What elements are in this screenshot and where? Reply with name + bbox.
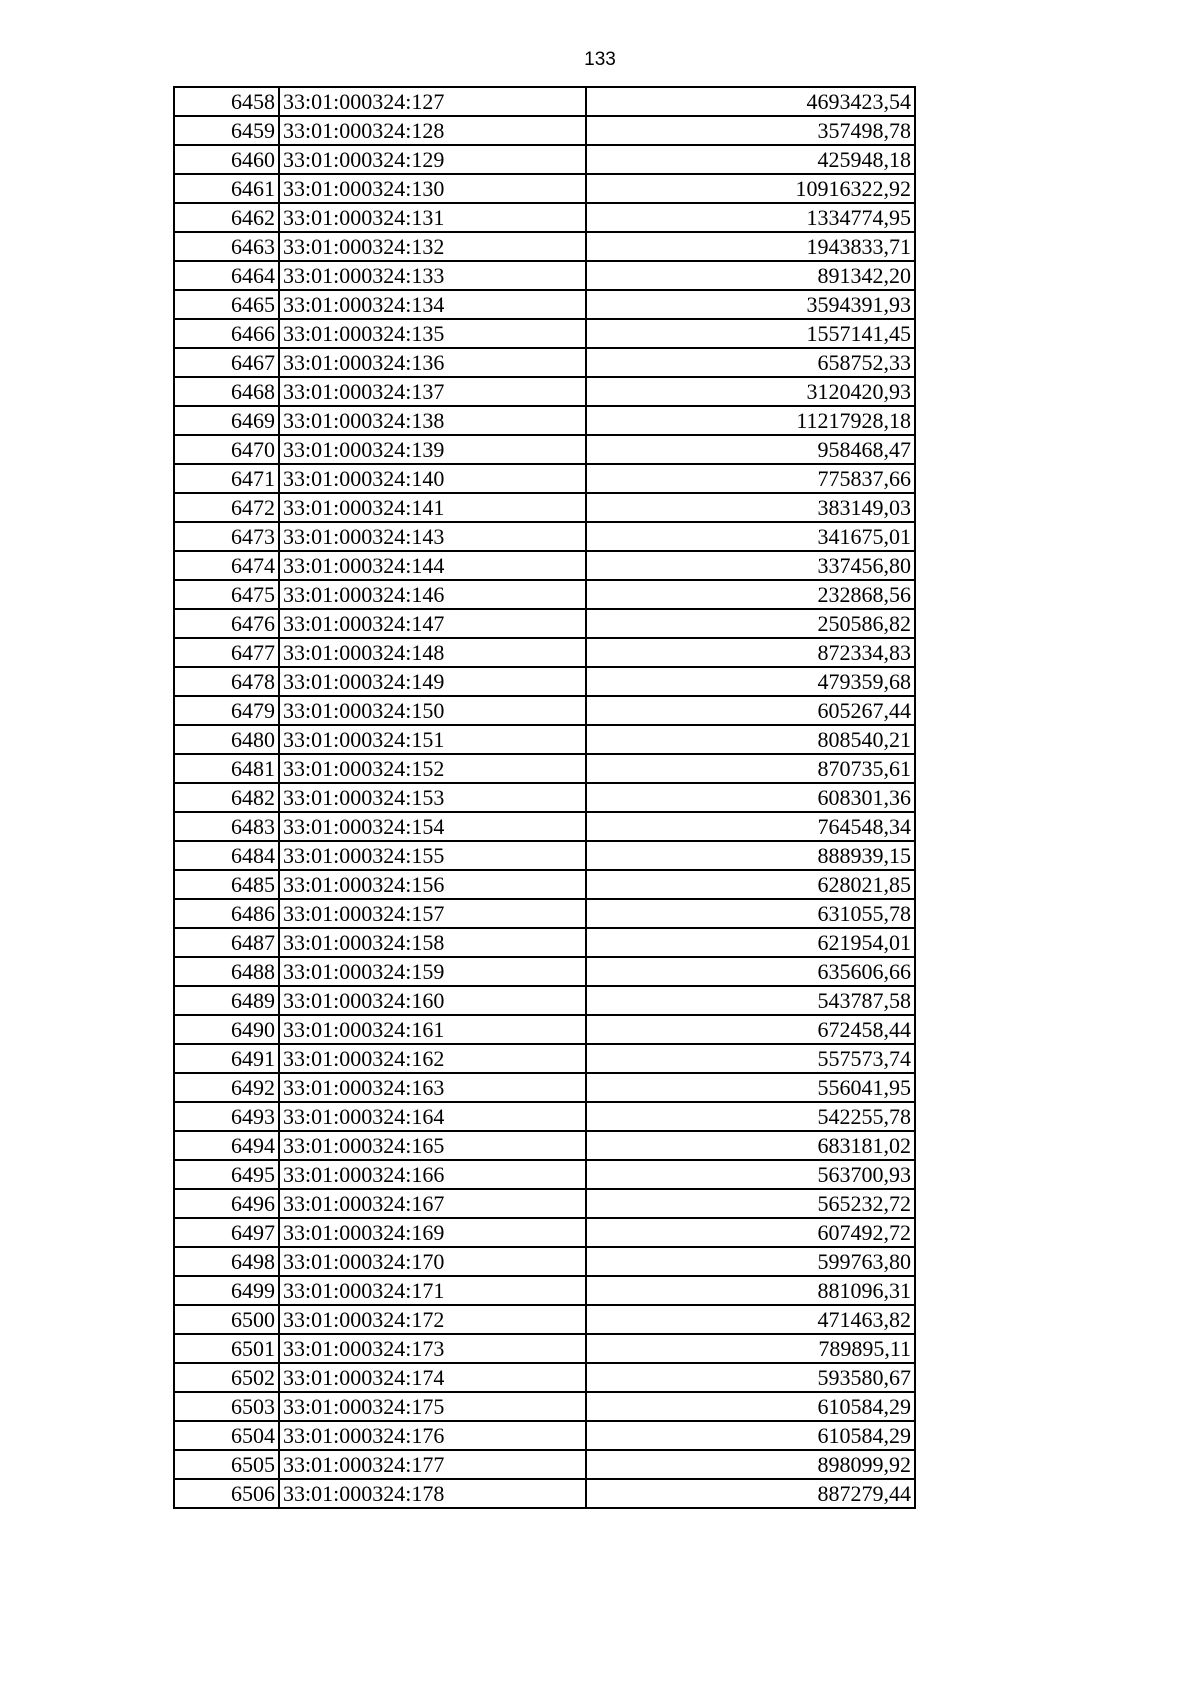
- table-row: [174, 725, 915, 754]
- row-number-cell: 6479: [174, 696, 279, 725]
- cadastral-value-cell: 635606,66: [586, 957, 915, 986]
- cadastral-number-cell: 33:01:000324:164: [279, 1102, 586, 1131]
- cadastral-value-cell: 898099,92: [586, 1450, 915, 1479]
- table-row: [174, 1334, 915, 1363]
- table-row: [174, 1421, 915, 1450]
- cadastral-number-cell: 33:01:000324:135: [279, 319, 586, 348]
- cadastral-value-cell: 341675,01: [586, 522, 915, 551]
- table-row: [174, 1392, 915, 1421]
- cadastral-value-cell: 872334,83: [586, 638, 915, 667]
- cadastral-number-cell: 33:01:000324:157: [279, 899, 586, 928]
- table-row: [174, 406, 915, 435]
- cadastral-value-cell: 10916322,92: [586, 174, 915, 203]
- row-number-cell: 6467: [174, 348, 279, 377]
- cadastral-number-cell: 33:01:000324:163: [279, 1073, 586, 1102]
- row-number-cell: 6464: [174, 261, 279, 290]
- cadastral-number-cell: 33:01:000324:132: [279, 232, 586, 261]
- row-number-cell: 6471: [174, 464, 279, 493]
- cadastral-number-cell: 33:01:000324:162: [279, 1044, 586, 1073]
- row-number-cell: 6481: [174, 754, 279, 783]
- cadastral-number-cell: 33:01:000324:166: [279, 1160, 586, 1189]
- cadastral-number-cell: 33:01:000324:155: [279, 841, 586, 870]
- cadastral-number-cell: 33:01:000324:174: [279, 1363, 586, 1392]
- table-row: [174, 290, 915, 319]
- cadastral-value-cell: 563700,93: [586, 1160, 915, 1189]
- cadastral-number-cell: 33:01:000324:176: [279, 1421, 586, 1450]
- cadastral-number-cell: 33:01:000324:160: [279, 986, 586, 1015]
- cadastral-value-table: [173, 86, 916, 1509]
- cadastral-number-cell: 33:01:000324:170: [279, 1247, 586, 1276]
- cadastral-number-cell: 33:01:000324:134: [279, 290, 586, 319]
- cadastral-value-cell: 425948,18: [586, 145, 915, 174]
- cadastral-number-cell: 33:01:000324:173: [279, 1334, 586, 1363]
- cadastral-value-cell: 3594391,93: [586, 290, 915, 319]
- cadastral-number-cell: 33:01:000324:177: [279, 1450, 586, 1479]
- cadastral-value-cell: 3120420,93: [586, 377, 915, 406]
- table-row: [174, 522, 915, 551]
- cadastral-number-cell: 33:01:000324:127: [279, 87, 586, 116]
- cadastral-number-cell: 33:01:000324:128: [279, 116, 586, 145]
- row-number-cell: 6495: [174, 1160, 279, 1189]
- cadastral-number-cell: 33:01:000324:151: [279, 725, 586, 754]
- table-row: [174, 986, 915, 1015]
- row-number-cell: 6496: [174, 1189, 279, 1218]
- table-row: [174, 1073, 915, 1102]
- cadastral-value-cell: 543787,58: [586, 986, 915, 1015]
- cadastral-number-cell: 33:01:000324:140: [279, 464, 586, 493]
- cadastral-number-cell: 33:01:000324:131: [279, 203, 586, 232]
- cadastral-number-cell: 33:01:000324:130: [279, 174, 586, 203]
- cadastral-number-cell: 33:01:000324:175: [279, 1392, 586, 1421]
- cadastral-number-cell: 33:01:000324:171: [279, 1276, 586, 1305]
- cadastral-number-cell: 33:01:000324:158: [279, 928, 586, 957]
- table-row: [174, 1102, 915, 1131]
- table-row: [174, 1305, 915, 1334]
- table-row: [174, 116, 915, 145]
- cadastral-value-cell: 958468,47: [586, 435, 915, 464]
- row-number-cell: 6459: [174, 116, 279, 145]
- cadastral-number-cell: 33:01:000324:136: [279, 348, 586, 377]
- row-number-cell: 6478: [174, 667, 279, 696]
- cadastral-number-cell: 33:01:000324:138: [279, 406, 586, 435]
- row-number-cell: 6468: [174, 377, 279, 406]
- cadastral-number-cell: 33:01:000324:178: [279, 1479, 586, 1508]
- table-row: [174, 551, 915, 580]
- cadastral-value-cell: 1334774,95: [586, 203, 915, 232]
- cadastral-number-cell: 33:01:000324:153: [279, 783, 586, 812]
- cadastral-value-cell: 764548,34: [586, 812, 915, 841]
- cadastral-value-cell: 542255,78: [586, 1102, 915, 1131]
- table-row: [174, 435, 915, 464]
- cadastral-value-cell: 479359,68: [586, 667, 915, 696]
- row-number-cell: 6476: [174, 609, 279, 638]
- cadastral-number-cell: 33:01:000324:161: [279, 1015, 586, 1044]
- row-number-cell: 6492: [174, 1073, 279, 1102]
- row-number-cell: 6466: [174, 319, 279, 348]
- cadastral-number-cell: 33:01:000324:146: [279, 580, 586, 609]
- cadastral-number-cell: 33:01:000324:154: [279, 812, 586, 841]
- cadastral-value-cell: 565232,72: [586, 1189, 915, 1218]
- cadastral-value-cell: 608301,36: [586, 783, 915, 812]
- cadastral-value-cell: 881096,31: [586, 1276, 915, 1305]
- row-number-cell: 6499: [174, 1276, 279, 1305]
- table-row: [174, 261, 915, 290]
- row-number-cell: 6460: [174, 145, 279, 174]
- table-row: [174, 667, 915, 696]
- cadastral-number-cell: 33:01:000324:149: [279, 667, 586, 696]
- table-row: [174, 319, 915, 348]
- cadastral-value-cell: 232868,56: [586, 580, 915, 609]
- cadastral-value-cell: 789895,11: [586, 1334, 915, 1363]
- table-row: [174, 1160, 915, 1189]
- row-number-cell: 6462: [174, 203, 279, 232]
- row-number-cell: 6501: [174, 1334, 279, 1363]
- table-row: [174, 609, 915, 638]
- row-number-cell: 6506: [174, 1479, 279, 1508]
- table-row: [174, 812, 915, 841]
- cadastral-number-cell: 33:01:000324:143: [279, 522, 586, 551]
- cadastral-number-cell: 33:01:000324:129: [279, 145, 586, 174]
- cadastral-value-cell: 599763,80: [586, 1247, 915, 1276]
- table-row: [174, 870, 915, 899]
- table-row: [174, 1247, 915, 1276]
- table-row: [174, 1044, 915, 1073]
- table-row: [174, 1276, 915, 1305]
- table-row: [174, 638, 915, 667]
- row-number-cell: 6482: [174, 783, 279, 812]
- cadastral-value-cell: 556041,95: [586, 1073, 915, 1102]
- row-number-cell: 6474: [174, 551, 279, 580]
- cadastral-value-cell: 621954,01: [586, 928, 915, 957]
- cadastral-value-cell: 605267,44: [586, 696, 915, 725]
- cadastral-number-cell: 33:01:000324:139: [279, 435, 586, 464]
- row-number-cell: 6480: [174, 725, 279, 754]
- cadastral-number-cell: 33:01:000324:159: [279, 957, 586, 986]
- cadastral-number-cell: 33:01:000324:137: [279, 377, 586, 406]
- row-number-cell: 6461: [174, 174, 279, 203]
- row-number-cell: 6487: [174, 928, 279, 957]
- row-number-cell: 6486: [174, 899, 279, 928]
- row-number-cell: 6463: [174, 232, 279, 261]
- table-row: [174, 1479, 915, 1508]
- table-row: [174, 348, 915, 377]
- row-number-cell: 6483: [174, 812, 279, 841]
- cadastral-number-cell: 33:01:000324:165: [279, 1131, 586, 1160]
- row-number-cell: 6493: [174, 1102, 279, 1131]
- table-row: [174, 1450, 915, 1479]
- cadastral-value-cell: 593580,67: [586, 1363, 915, 1392]
- cadastral-value-cell: 1943833,71: [586, 232, 915, 261]
- table-row: [174, 899, 915, 928]
- table-body: [174, 87, 915, 1508]
- table-row: [174, 957, 915, 986]
- table-row: [174, 232, 915, 261]
- row-number-cell: 6488: [174, 957, 279, 986]
- cadastral-number-cell: 33:01:000324:150: [279, 696, 586, 725]
- cadastral-value-cell: 870735,61: [586, 754, 915, 783]
- cadastral-value-cell: 683181,02: [586, 1131, 915, 1160]
- row-number-cell: 6497: [174, 1218, 279, 1247]
- row-number-cell: 6498: [174, 1247, 279, 1276]
- cadastral-value-cell: 607492,72: [586, 1218, 915, 1247]
- row-number-cell: 6458: [174, 87, 279, 116]
- cadastral-value-cell: 357498,78: [586, 116, 915, 145]
- cadastral-value-cell: 888939,15: [586, 841, 915, 870]
- table-row: [174, 841, 915, 870]
- cadastral-value-cell: 631055,78: [586, 899, 915, 928]
- row-number-cell: 6477: [174, 638, 279, 667]
- row-number-cell: 6484: [174, 841, 279, 870]
- cadastral-value-cell: 808540,21: [586, 725, 915, 754]
- cadastral-value-cell: 471463,82: [586, 1305, 915, 1334]
- table-row: [174, 783, 915, 812]
- cadastral-value-cell: 887279,44: [586, 1479, 915, 1508]
- table-row: [174, 696, 915, 725]
- row-number-cell: 6473: [174, 522, 279, 551]
- row-number-cell: 6504: [174, 1421, 279, 1450]
- row-number-cell: 6475: [174, 580, 279, 609]
- row-number-cell: 6500: [174, 1305, 279, 1334]
- cadastral-value-cell: 383149,03: [586, 493, 915, 522]
- cadastral-value-cell: 250586,82: [586, 609, 915, 638]
- row-number-cell: 6502: [174, 1363, 279, 1392]
- row-number-cell: 6470: [174, 435, 279, 464]
- row-number-cell: 6490: [174, 1015, 279, 1044]
- cadastral-value-cell: 775837,66: [586, 464, 915, 493]
- cadastral-number-cell: 33:01:000324:167: [279, 1189, 586, 1218]
- table-row: [174, 377, 915, 406]
- cadastral-value-cell: 557573,74: [586, 1044, 915, 1073]
- page-number: 133: [584, 49, 616, 70]
- cadastral-value-cell: 11217928,18: [586, 406, 915, 435]
- cadastral-value-cell: 672458,44: [586, 1015, 915, 1044]
- cadastral-value-cell: 891342,20: [586, 261, 915, 290]
- cadastral-value-cell: 628021,85: [586, 870, 915, 899]
- row-number-cell: 6503: [174, 1392, 279, 1421]
- table-row: [174, 87, 915, 116]
- table-row: [174, 1218, 915, 1247]
- table-row: [174, 174, 915, 203]
- table-row: [174, 203, 915, 232]
- table-row: [174, 754, 915, 783]
- cadastral-number-cell: 33:01:000324:172: [279, 1305, 586, 1334]
- table-row: [174, 928, 915, 957]
- row-number-cell: 6494: [174, 1131, 279, 1160]
- cadastral-number-cell: 33:01:000324:169: [279, 1218, 586, 1247]
- table-row: [174, 493, 915, 522]
- table-row: [174, 580, 915, 609]
- table-row: [174, 1363, 915, 1392]
- cadastral-value-cell: 4693423,54: [586, 87, 915, 116]
- cadastral-value-cell: 658752,33: [586, 348, 915, 377]
- row-number-cell: 6489: [174, 986, 279, 1015]
- row-number-cell: 6505: [174, 1450, 279, 1479]
- cadastral-number-cell: 33:01:000324:133: [279, 261, 586, 290]
- cadastral-number-cell: 33:01:000324:144: [279, 551, 586, 580]
- table-row: [174, 464, 915, 493]
- cadastral-value-cell: 1557141,45: [586, 319, 915, 348]
- table-row: [174, 1131, 915, 1160]
- row-number-cell: 6469: [174, 406, 279, 435]
- cadastral-value-cell: 337456,80: [586, 551, 915, 580]
- table-row: [174, 1189, 915, 1218]
- cadastral-number-cell: 33:01:000324:156: [279, 870, 586, 899]
- table-row: [174, 145, 915, 174]
- row-number-cell: 6485: [174, 870, 279, 899]
- cadastral-number-cell: 33:01:000324:148: [279, 638, 586, 667]
- cadastral-value-cell: 610584,29: [586, 1421, 915, 1450]
- row-number-cell: 6465: [174, 290, 279, 319]
- cadastral-number-cell: 33:01:000324:141: [279, 493, 586, 522]
- row-number-cell: 6491: [174, 1044, 279, 1073]
- cadastral-number-cell: 33:01:000324:152: [279, 754, 586, 783]
- row-number-cell: 6472: [174, 493, 279, 522]
- cadastral-number-cell: 33:01:000324:147: [279, 609, 586, 638]
- cadastral-value-cell: 610584,29: [586, 1392, 915, 1421]
- table-row: [174, 1015, 915, 1044]
